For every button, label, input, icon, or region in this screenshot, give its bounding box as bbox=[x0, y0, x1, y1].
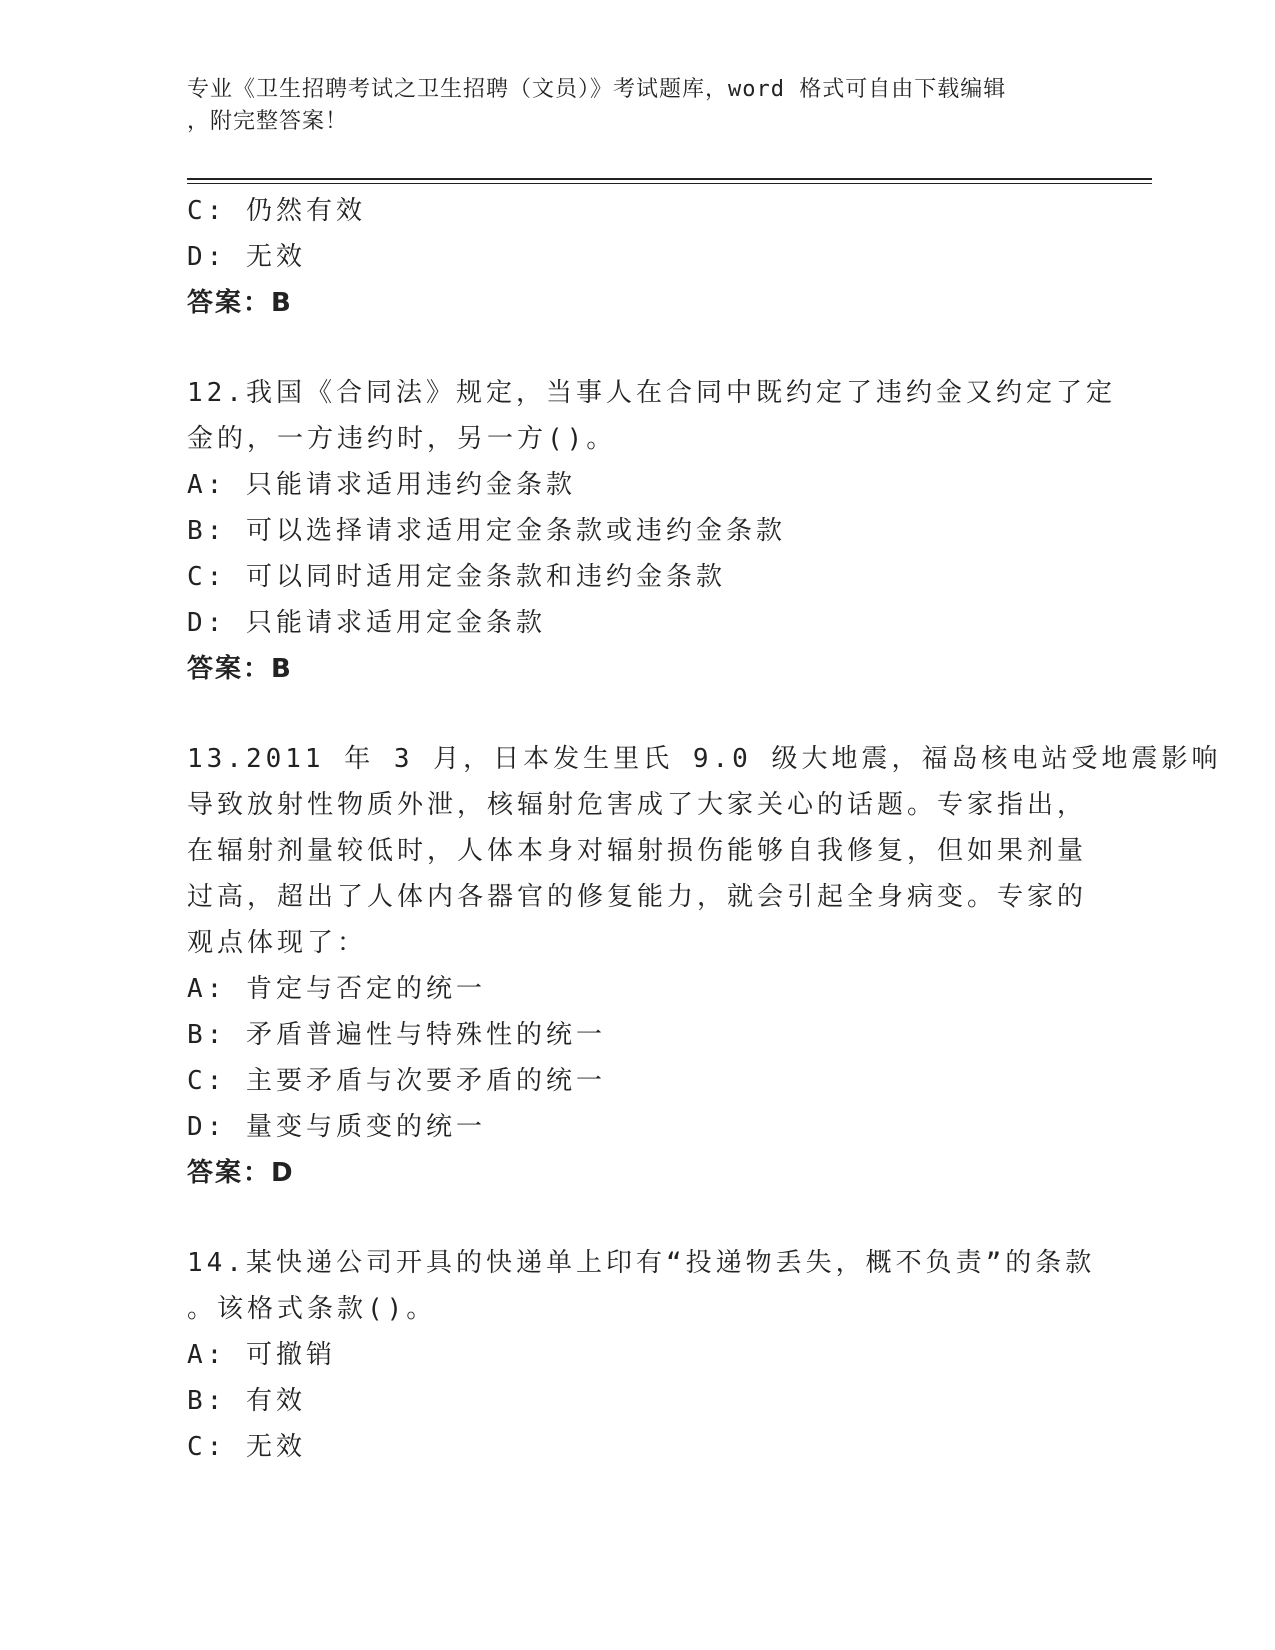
stem-line: 过高，超出了人体内各器官的修复能力，就会引起全身病变。专家的 bbox=[187, 882, 1088, 912]
answer-line: 答案：B bbox=[187, 654, 293, 684]
spacer bbox=[187, 692, 1087, 736]
option-a: A: 肯定与否定的统一 bbox=[187, 974, 486, 1004]
stem-line: 导致放射性物质外泄，核辐射危害成了大家关心的话题。专家指出， bbox=[187, 790, 1088, 820]
option-c: C: 无效 bbox=[187, 1432, 306, 1462]
stem-line: 金的，一方违约时，另一方()。 bbox=[187, 424, 617, 454]
header-line-1: 专业《卫生招聘考试之卫生招聘（文员）》考试题库，word 格式可自由下载编辑 bbox=[187, 77, 1007, 102]
question-stem bbox=[187, 1240, 1096, 1332]
question-content bbox=[187, 188, 1222, 1470]
spacer bbox=[187, 326, 1087, 370]
stem-line: 13.2011 年 3 月，日本发生里氏 9.0 级大地震，福岛核电站受地震影响 bbox=[187, 744, 1222, 774]
question-stem bbox=[187, 370, 1116, 462]
option-c: C: 仍然有效 bbox=[187, 196, 366, 226]
answer-line: 答案：B bbox=[187, 288, 293, 318]
document-header bbox=[187, 74, 1077, 138]
question-14 bbox=[187, 1240, 1096, 1470]
header-divider-thin bbox=[187, 183, 1152, 184]
answer-line: 答案：D bbox=[187, 1158, 295, 1188]
option-d: D: 量变与质变的统一 bbox=[187, 1112, 486, 1142]
header-divider-thick bbox=[187, 178, 1152, 180]
option-b: B: 有效 bbox=[187, 1386, 306, 1416]
stem-line: 14.某快递公司开具的快递单上印有“投递物丢失，概不负责”的条款 bbox=[187, 1248, 1096, 1278]
question-13 bbox=[187, 736, 1222, 1196]
option-b: B: 矛盾普遍性与特殊性的统一 bbox=[187, 1020, 606, 1050]
spacer bbox=[187, 1196, 1087, 1240]
option-b: B: 可以选择请求适用定金条款或违约金条款 bbox=[187, 516, 786, 546]
option-d: D: 只能请求适用定金条款 bbox=[187, 608, 546, 638]
stem-line: 在辐射剂量较低时，人体本身对辐射损伤能够自我修复，但如果剂量 bbox=[187, 836, 1088, 866]
question-stem bbox=[187, 736, 1222, 966]
stem-line: 12.我国《合同法》规定，当事人在合同中既约定了违约金又约定了定 bbox=[187, 378, 1116, 408]
option-c: C: 主要矛盾与次要矛盾的统一 bbox=[187, 1066, 606, 1096]
question-12 bbox=[187, 370, 1116, 692]
header-line-2: ，附完整答案！ bbox=[187, 109, 349, 134]
option-a: A: 只能请求适用违约金条款 bbox=[187, 470, 576, 500]
option-c: C: 可以同时适用定金条款和违约金条款 bbox=[187, 562, 726, 592]
stem-line: 。该格式条款()。 bbox=[187, 1294, 437, 1324]
stem-line: 观点体现了： bbox=[187, 928, 368, 958]
option-d: D: 无效 bbox=[187, 242, 306, 272]
option-a: A: 可撤销 bbox=[187, 1340, 336, 1370]
question-11-tail bbox=[187, 188, 1087, 326]
